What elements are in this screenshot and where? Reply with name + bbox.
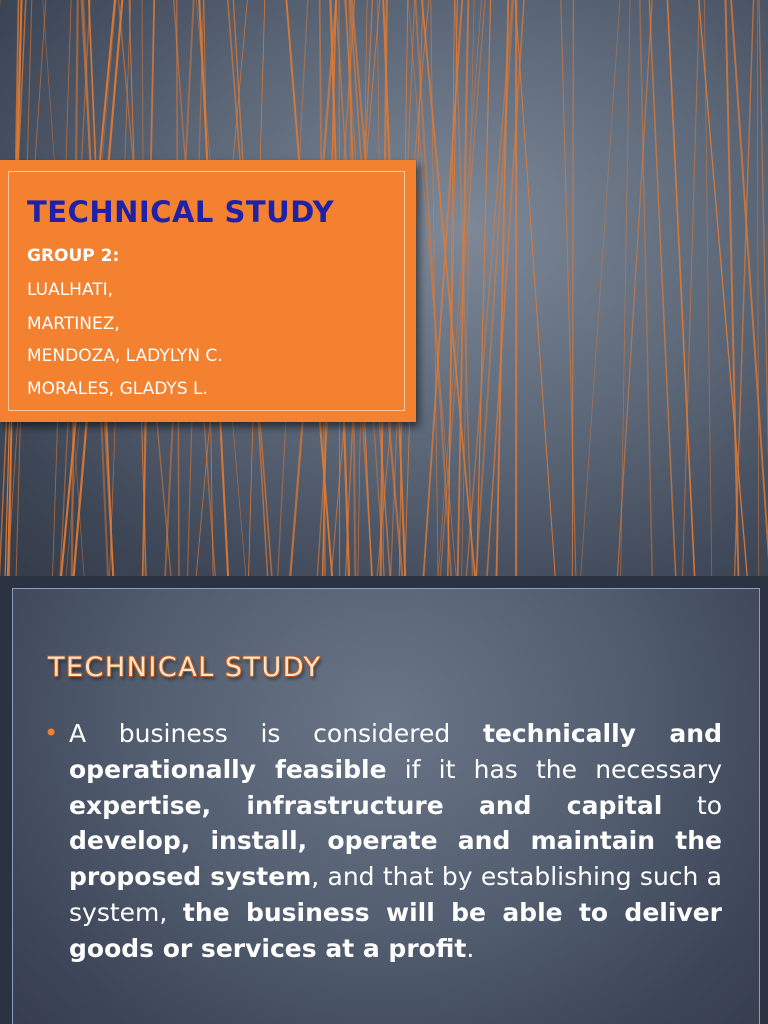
background-line — [561, 0, 576, 576]
background-line — [515, 0, 556, 576]
group-label: GROUP 2: — [27, 246, 120, 266]
member-name: MORALES, GLADYS L. — [27, 379, 208, 399]
member-name: LUALHATI, — [27, 280, 114, 300]
bullet-text-segment: if it has the necessary — [386, 754, 722, 784]
background-line — [621, 0, 631, 576]
slide-title: TECHNICAL STUDY — [27, 195, 335, 229]
content-slide-title: TECHNICAL STUDY — [48, 652, 322, 683]
bullet-text-segment: . — [466, 933, 475, 963]
background-line — [476, 0, 514, 576]
bullet-text-emphasis: technically and operationally feasible — [69, 719, 722, 784]
bullet-text-segment: , and that by establishing such a system, — [69, 862, 722, 927]
background-line — [580, 0, 620, 576]
background-line — [640, 0, 653, 576]
bullet-text-emphasis: expertise, infrastructure and capital — [69, 790, 663, 820]
bullet-text-emphasis: develop, install, operate and maintain the proposed system — [69, 826, 722, 892]
bullet-text-emphasis: the business will be able to deliver goods or services at a profit — [69, 897, 722, 963]
member-name: MENDOZA, LADYLYN C. — [27, 346, 223, 366]
background-line — [757, 0, 759, 576]
bullet-icon: • — [44, 719, 59, 747]
member-name: MARTINEZ, — [27, 314, 120, 334]
background-line — [698, 0, 747, 576]
bullet-text-segment: to — [662, 790, 722, 820]
bullet-text — [69, 716, 722, 967]
background-line — [496, 0, 508, 576]
background-line — [415, 0, 451, 576]
bullet-text-segment: A business is considered — [69, 719, 483, 748]
